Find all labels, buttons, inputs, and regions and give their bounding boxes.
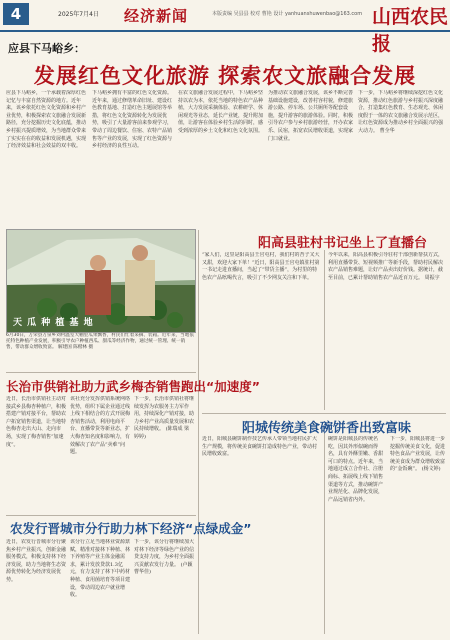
story5-headline: 阳城传统美食碗饼香出致富味 [242,421,412,436]
story2-column-1: 近日，长治市供销社主动对接武乡县梅杏种植户，积极搭建产销对接平台，帮助农户拓宽销售渠道，让当地特色梅杏走出大山、走向市场，实现了梅杏销售“加速度”。 [6,396,66,448]
lead-column-1: 应县下马峪乡，一个承载着深厚红色记忆与丰富自然资源的地方。近年来，该乡依托红色文化资源和乡村产业优势，积极探索农文旅融合发展新路径，充分挖掘历史文化底蕴，推动乡村振兴提质增效，为当地群众带来了实实在在的收益和发展机遇，实现了经济效益和社会效益的双丰收。 [6,90,87,150]
header-rule [0,30,450,32]
story5-column-3: 下一步，阳城县将进一步挖掘传统美食文化，促进特色食品产业发展，让传统美食成为群众增收致富的“金饭碗”。 (杨文婷) [390,436,446,473]
column-divider [324,250,325,410]
story2-headline: 长治市供销社助力武乡梅杏销售跑出“加速度” [6,379,260,394]
section-divider [202,413,446,414]
column-divider [198,230,199,634]
lead-headline: 发展红色文化旅游 探索农文旅融合发展 [33,64,417,88]
masthead-logo: 山西农民报 [372,6,449,55]
lead-column-2: 下马峪乡拥有丰富的红色文化资源。近年来，通过修缮革命旧址、建设红色教育基地、打造红色主题展馆等举措，将红色文化资源转化为发展优势，吸引了大量游客前来参观学习，带动了周边餐饮、住宿、农特产品销售等产业的发展，实现了红色资源与乡村经济的良性互动。 [92,90,173,150]
story4-headline: 阳高县驻村书记坐上了直播台 [258,236,428,251]
section-title: 经济新闻 [124,7,189,25]
section-divider [6,515,196,516]
issue-date: 2025年7月4日 [58,11,99,18]
story4-column-1: “家人们，这里是阳高县王官屯村，我们村的杏子又大又甜，欢迎大家下单！”近日，阳高县王官屯镇驻村第一书记走进直播间，当起了“带货主播”，为村里的特色农产品吆喝代言，吸引了不少网友关注和下单。 [202,252,320,281]
lead-column-5: 下一步，下马峪乡将继续深挖红色文化资源，推动红色旅游与乡村振兴深度融合，打造集红色教育、生态观光、休闲度假于一体的农文旅融合发展示范区，让红色资源成为推动乡村全面振兴的强大动力。 曹全华 [358,90,444,134]
story3-column-2: 该分行立足当地林业资源禀赋，精准对接林下种植、林下养殖等产业主体金融需求，累计发放贷款1.3亿元，有力支持了林下中药材种植、食用菌培育等项目建设，带动周边农户就业增收。 [70,539,130,599]
lead-kicker: 应县下马峪乡： [8,42,85,55]
photo-caption: 6月30日，万荣县万泉乡刘村温室大棚里瓜果飘香，村民们忙着采摘、装箱。近年来，当地依托特色种植产业发展，积极引导农户种植西瓜、甜瓜等经济作物，通过统一管理、统一销售，带动群众增收致富。 解建国 陈楷林 摄 [6,333,194,351]
story3-headline: 农发行晋城市分行助力林下经济“点绿成金” [10,521,252,536]
column-divider [324,432,325,634]
story5-column-1: 近日，阳城县碗饼制作技艺传承人带领当地村民扩大生产规模，将传统美食碗饼打造成特色产业，带动村民增收致富。 [202,436,318,458]
section-divider [6,372,196,373]
lead-column-3: 在农文旅融合发展过程中，下马峪乡坚持以农为本，依托当地的特色农产品种植，大力发展采摘体验、农耕研学、休闲观光等业态，延长产业链，提升附加值，让游客在体验乡村生活的同时，感受到浓厚的乡土文化和红色文化氛围。 [178,90,264,134]
lead-column-4: 为推动农文旅融合发展，该乡不断完善基础设施建设，改善村容村貌，修建旅游公路、停车场、公共厕所等配套设施，提升游客的旅游体验。同时，积极引导农户参与乡村旅游经营，开办农家乐、民宿，拓宽农民增收渠道，实现家门口就业。 [268,90,354,142]
editor-credits: 本版责编 吴县县 校对 曹艳 设计 yanhuanshuwenbao@163.com [212,11,363,17]
story3-column-3: 下一步，该分行将继续加大对林下经济等绿色产业的信贷支持力度，为乡村全面振兴贡献农发行力量。 (卢颖 曹华佳) [134,539,194,576]
news-photo [6,229,196,333]
story2-column-2: 该社充分发挥供销系统网络优势，组织下属企业通过线上线下相结合的方式开展梅杏销售活动，利用电商平台、直播带货等新业态，扩大梅杏知名度和影响力，有效解决了农产品“卖难”问题。 [70,396,130,456]
page-number: 4 [3,3,29,25]
story2-column-3: 下一步，长治市供销社将继续发挥为农服务主力军作用，持续深化产销对接，助力乡村产业高质量发展和农民持续增收。 (陈瑞成 梁婷婷) [134,396,194,440]
photo-sign-text: 天 瓜 种 植 基 地 [13,318,94,328]
story3-column-1: 近日，农发行晋城市分行聚焦乡村产业振兴，创新金融服务模式，积极支持林下经济发展，助力当地将生态资源优势转化为经济发展优势。 [6,539,66,583]
story4-column-2: 今年以来，阳高县积极引导驻村干部创新帮扶方式，利用直播带货、短视频推广等新手段，帮助村民解决农产品销售难题，让好产品卖出好价钱。据统计，截至目前，已累计帮助销售农产品近百万元。 周振宇 [328,252,444,281]
story5-column-2: 碗饼是阳城县的传统名吃，因其外形似碗而得名，具有外酥里嫩、香甜可口的特点。近年来，当地通过成立合作社、注册商标、拓展线上线下销售渠道等方式，推动碗饼产业规范化、品牌化发展，产品远销省内外。 [328,436,384,503]
